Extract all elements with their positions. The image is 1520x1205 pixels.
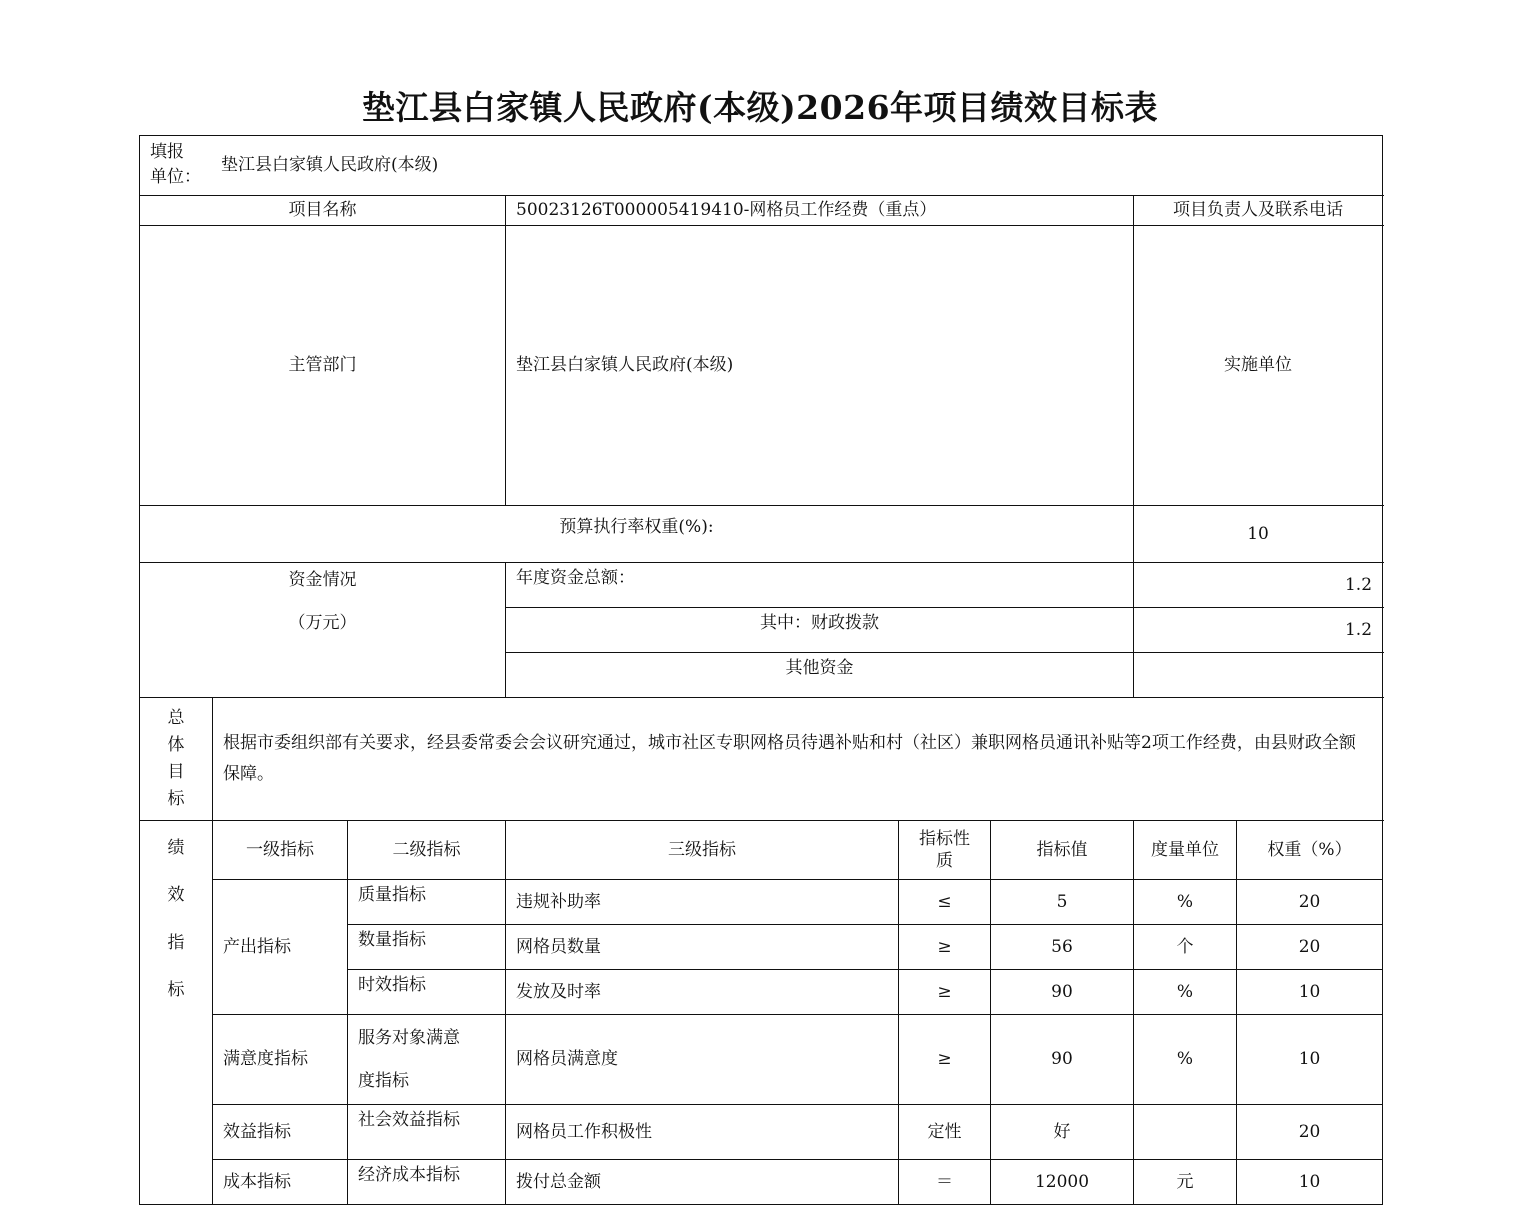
project-name-label: 项目名称 [140,196,506,226]
row-unit: % [1134,1015,1237,1105]
funds-fiscal-label: 其中：财政拨款 [506,608,1134,653]
funds-label-line2: （万元） [288,613,357,634]
funds-annual-value: 1.2 [1134,563,1383,608]
header-level3: 三级指标 [506,821,899,880]
table-row [140,1105,1383,1160]
indicator-label-char: 指 [167,932,185,953]
table-row [140,1160,1383,1205]
filler-cell [140,136,1383,196]
budget-rate-label: 预算执行率权重(%): [140,506,1134,563]
header-level1: 一级指标 [213,821,348,880]
table-row [140,880,1383,925]
row-nature: ≥ [899,925,991,970]
header-value: 指标值 [991,821,1134,880]
overall-goal-label [140,698,213,821]
row-level2 [348,1015,506,1105]
department-label: 主管部门 [140,226,506,506]
header-weight: 权重（%） [1237,821,1383,880]
row-level2-line2: 度指标 [358,1070,409,1091]
row-value: 5 [991,880,1134,925]
implementing-unit-label: 实施单位 [1134,226,1383,506]
row-level2: 社会效益指标 [348,1105,506,1160]
row-unit: 个 [1134,925,1237,970]
group-satisfaction: 满意度指标 [213,1015,348,1105]
goal-label-char: 标 [167,789,185,810]
row-level3: 违规补助率 [506,880,899,925]
row-level2: 经济成本指标 [348,1160,506,1205]
filler-value: 垫江县白家镇人民政府(本级) [221,155,439,175]
row-unit [1134,1105,1237,1160]
indicator-header-row [140,821,1383,880]
project-name-value: 50023126T000005419410-网格员工作经费（重点） [506,196,1134,226]
row-nature: ≥ [899,970,991,1015]
funds-annual-row [140,563,1383,608]
group-cost: 成本指标 [213,1160,348,1205]
row-unit: % [1134,880,1237,925]
row-weight: 20 [1237,925,1383,970]
row-value: 好 [991,1105,1134,1160]
row-weight: 10 [1237,1015,1383,1105]
funds-other-label: 其他资金 [506,653,1134,698]
row-nature: ≥ [899,1015,991,1105]
row-unit: 元 [1134,1160,1237,1205]
row-weight: 20 [1237,880,1383,925]
performance-target-table [139,135,1383,1205]
overall-goal-row [140,698,1383,821]
row-level3: 网格员工作积极性 [506,1105,899,1160]
budget-rate-value: 10 [1134,506,1383,563]
row-nature: ＝ [899,1160,991,1205]
row-value: 12000 [991,1160,1134,1205]
filler-label [150,140,201,189]
funds-other-value [1134,653,1383,698]
row-weight: 10 [1237,1160,1383,1205]
row-level2: 质量指标 [348,880,506,925]
group-benefit: 效益指标 [213,1105,348,1160]
filler-label-line2: 单位： [150,166,201,187]
header-nature-line2: 质 [936,851,953,872]
row-weight: 20 [1237,1105,1383,1160]
overall-goal-text: 根据市委组织部有关要求，经县委常委会会议研究通过，城市社区专职网格员待遇补贴和村（社区）兼职网格员通讯补贴等2项工作经费，由县财政全额保障。 [213,698,1383,821]
row-level3: 网格员数量 [506,925,899,970]
table-row [140,1015,1383,1105]
indicator-label-char: 效 [167,885,185,906]
page-title: 垫江县白家镇人民政府(本级)2026年项目绩效目标表 [361,88,1159,127]
row-unit: % [1134,970,1237,1015]
funds-annual-label: 年度资金总额： [506,563,1134,608]
row-level2: 数量指标 [348,925,506,970]
row-level3: 网格员满意度 [506,1015,899,1105]
row-value: 90 [991,1015,1134,1105]
row-value: 90 [991,970,1134,1015]
indicator-label-char: 标 [167,979,185,1000]
indicator-label-char: 绩 [167,838,185,859]
funds-label [140,563,506,698]
header-nature-line1: 指标性 [919,829,970,850]
row-level2: 时效指标 [348,970,506,1015]
department-row [140,226,1383,506]
department-value: 垫江县白家镇人民政府(本级) [506,226,1134,506]
budget-rate-row [140,506,1383,563]
row-level3: 发放及时率 [506,970,899,1015]
goal-label-char: 目 [167,762,185,783]
header-level2: 二级指标 [348,821,506,880]
project-contact-label: 项目负责人及联系电话 [1134,196,1383,226]
header-nature [899,821,991,880]
row-nature: 定性 [899,1105,991,1160]
row-level3: 拨付总金额 [506,1160,899,1205]
row-nature: ≤ [899,880,991,925]
header-unit: 度量单位 [1134,821,1237,880]
goal-label-char: 体 [167,735,185,756]
row-weight: 10 [1237,970,1383,1015]
row-level2-line1: 服务对象满意 [358,1028,460,1049]
goal-label-char: 总 [167,707,185,728]
funds-label-line1: 资金情况 [288,570,357,591]
indicators-label [140,821,213,1205]
filler-label-line1: 填报 [150,142,184,162]
funds-fiscal-value: 1.2 [1134,608,1383,653]
group-output: 产出指标 [213,880,348,1015]
project-name-row [140,196,1383,226]
row-value: 56 [991,925,1134,970]
filler-row [140,136,1383,196]
